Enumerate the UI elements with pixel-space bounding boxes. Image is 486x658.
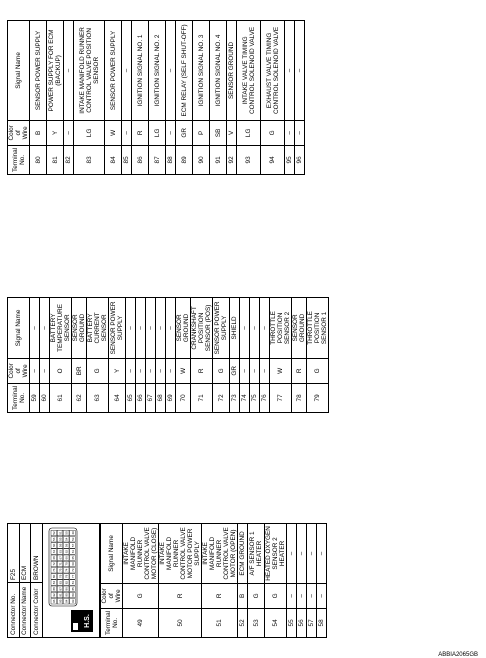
wire-color-cell: – (122, 120, 132, 145)
terminal-no-cell: 78 (292, 383, 307, 412)
connector-name-label: Connector Name (19, 583, 31, 638)
table-row (213, 298, 230, 413)
pin-number: 70 (64, 562, 69, 566)
table-row (230, 298, 240, 413)
terminal-no-cell: 77 (270, 383, 292, 412)
wire-color-cell: Y (109, 358, 126, 383)
table-row (72, 298, 87, 413)
pin-number: 73 (70, 568, 75, 572)
pin-number: 90 (64, 593, 69, 597)
pin-number: 53 (70, 537, 75, 541)
header-signal: Signal Name (8, 298, 30, 359)
table-row (176, 21, 193, 175)
table-row (166, 21, 176, 175)
pin-number: 82 (64, 580, 69, 585)
table-row (123, 524, 159, 638)
pin-number: 77 (70, 574, 75, 579)
pin-number: 79 (58, 574, 63, 579)
table-row (191, 298, 213, 413)
table-row (146, 298, 156, 413)
wire-color-cell: G (261, 120, 285, 145)
pin-number: 91 (58, 593, 63, 597)
wire-color-cell: G (87, 358, 109, 383)
table-row (149, 21, 166, 175)
terminal-no-cell: 96 (295, 145, 305, 174)
signal-name-cell: – (287, 524, 297, 584)
pin-number: 67 (58, 556, 63, 560)
signal-name-cell: INTAKE MANIFOLD RUNNER CONTROL VALVE MOTOR (OPEN) (202, 524, 238, 584)
signal-name-cell: A/F SENSOR 1 HEATER (248, 524, 265, 584)
connector-no-label: Connector No. (8, 583, 20, 638)
wire-color-cell: G (213, 358, 230, 383)
connector-no-value: F25 (8, 524, 20, 583)
terminal-no-cell: 90 (193, 145, 210, 174)
signal-name-cell: IGNITION SIGNAL NO. 3 (193, 21, 210, 121)
signal-name-cell: THROTTLE POSITION SENSOR 1 (307, 298, 329, 359)
pin-number: 68 (52, 556, 57, 560)
terminal-no-cell: 76 (260, 383, 270, 412)
terminal-no-cell: 64 (109, 383, 126, 412)
terminal-no-cell: 73 (230, 383, 240, 412)
harness-side-icon (70, 609, 94, 633)
table-row (240, 298, 250, 413)
signal-name-cell: – (260, 298, 270, 359)
wire-color-cell: GR (176, 120, 193, 145)
table-row (176, 298, 191, 413)
terminal-table-1 (100, 523, 327, 638)
wire-color-cell: BR (72, 358, 87, 383)
pin-number: 49 (70, 531, 75, 535)
terminal-no-cell: 88 (166, 145, 176, 174)
terminal-no-cell: 71 (191, 383, 213, 412)
pin-number: 72 (52, 562, 57, 566)
pin-number: 78 (64, 574, 69, 579)
wire-color-cell: LG (237, 120, 261, 145)
signal-name-cell: – (317, 524, 327, 584)
signal-name-cell: – (250, 298, 260, 359)
header-terminal: Terminal No. (101, 608, 123, 637)
terminal-no-cell: 81 (47, 145, 64, 174)
terminal-no-cell: 50 (159, 608, 202, 637)
terminal-no-cell: 62 (72, 383, 87, 412)
signal-name-cell: – (307, 524, 317, 584)
table-row (238, 524, 248, 638)
wire-color-cell: B (238, 583, 248, 608)
signal-name-cell: – (126, 298, 136, 359)
pin-number: 96 (52, 599, 57, 603)
signal-name-cell: INTAKE MANIFOLD RUNNER CONTROL VALVE MOTOR (CLOSE) (123, 524, 159, 584)
hs-badge-text: H.S. (84, 614, 91, 628)
table-row (87, 298, 109, 413)
pin-number: 86 (64, 587, 69, 591)
signal-name-cell: INTAKE MANIFOLD RUNNER CONTROL VALVE POSITION SENSOR (74, 21, 105, 121)
table-row (30, 298, 40, 413)
table-row (261, 21, 285, 175)
terminal-no-cell: 51 (202, 608, 238, 637)
terminal-no-cell: 94 (261, 145, 285, 174)
table-row (297, 524, 307, 638)
wire-color-cell: – (250, 358, 260, 383)
pin-number: 71 (58, 562, 63, 566)
table-row (307, 524, 317, 638)
terminal-no-cell: 95 (285, 145, 295, 174)
wire-color-cell: W (270, 358, 292, 383)
terminal-no-cell: 56 (297, 608, 307, 637)
pin-number: 95 (58, 599, 63, 603)
terminal-no-cell: 72 (213, 383, 230, 412)
terminal-no-cell: 85 (122, 145, 132, 174)
wire-color-cell: R (202, 583, 238, 608)
terminal-no-cell: 68 (156, 383, 166, 412)
wire-color-cell: G (248, 583, 265, 608)
terminal-no-cell: 69 (166, 383, 176, 412)
wire-color-cell: B (30, 120, 47, 145)
signal-name-cell: – (136, 298, 146, 359)
table-row (227, 21, 237, 175)
pin-number: 94 (64, 599, 69, 603)
signal-name-cell: CRANKSHAFT POSITION SENSOR (POS) (191, 298, 213, 359)
wire-color-cell: – (285, 120, 295, 145)
signal-name-cell: – (166, 21, 176, 121)
pin-number: 74 (64, 568, 69, 572)
signal-name-cell: – (295, 21, 305, 121)
wire-color-cell: – (297, 583, 307, 608)
table-row (159, 524, 202, 638)
wire-color-cell: W (105, 120, 122, 145)
terminal-no-cell: 63 (87, 383, 109, 412)
header-terminal: Terminal No. (8, 383, 30, 412)
wire-color-cell: – (126, 358, 136, 383)
terminal-no-cell: 80 (30, 145, 47, 174)
table-row (47, 21, 64, 175)
signal-name-cell: SENSOR POWER SUPPLY (105, 21, 122, 121)
signal-name-cell: IGNITION SIGNAL NO. 4 (210, 21, 227, 121)
table-row (109, 298, 126, 413)
terminal-no-cell: 61 (50, 383, 72, 412)
header-terminal: Terminal No. (8, 145, 30, 174)
table-row (64, 21, 74, 175)
table-row (74, 21, 105, 175)
signal-name-cell: IGNITION SIGNAL NO. 1 (132, 21, 149, 121)
table-row (317, 524, 327, 638)
pin-number: 85 (70, 587, 75, 591)
signal-name-cell: SENSOR GROUND (72, 298, 87, 359)
pin-number: 50 (64, 531, 69, 535)
signal-name-cell: HEATED OXYGEN SENSOR 2 HEATER (265, 524, 287, 584)
wire-color-cell: – (295, 120, 305, 145)
pin-number: 58 (64, 543, 69, 548)
terminal-table-3 (7, 20, 305, 175)
wire-color-cell: G (265, 583, 287, 608)
table-row (270, 298, 292, 413)
wire-color-cell: – (307, 583, 317, 608)
pin-number: 81 (70, 580, 75, 585)
wire-color-cell: GR (230, 358, 240, 383)
pin-number: 62 (64, 549, 69, 554)
header-signal: Signal Name (8, 21, 30, 121)
pin-number: 65 (70, 556, 75, 560)
table-row (248, 524, 265, 638)
wire-color-cell: LG (149, 120, 166, 145)
terminal-no-cell: 82 (64, 145, 74, 174)
wire-color-cell: – (156, 358, 166, 383)
signal-name-cell: – (30, 298, 40, 359)
terminal-no-cell: 67 (146, 383, 156, 412)
signal-name-cell: – (240, 298, 250, 359)
terminal-no-cell: 74 (240, 383, 250, 412)
signal-name-cell: – (64, 21, 74, 121)
table-row (285, 21, 295, 175)
table-row (132, 21, 149, 175)
connector-color-label: Connector Color (31, 583, 43, 638)
wire-color-cell: P (193, 120, 210, 145)
wire-color-cell: W (176, 358, 191, 383)
signal-name-cell: – (40, 298, 50, 359)
terminal-no-cell: 49 (123, 608, 159, 637)
wire-color-cell: – (30, 358, 40, 383)
connector-color-value: BROWN (31, 524, 43, 583)
pin-number: 54 (64, 537, 69, 541)
pin-number: 63 (58, 549, 63, 554)
signal-name-cell: – (146, 298, 156, 359)
wire-color-cell: R (292, 358, 307, 383)
pin-number: 80 (52, 574, 57, 579)
signal-name-cell: SENSOR GROUND (292, 298, 307, 359)
table-row (307, 298, 329, 413)
figure-code: ABBIA2065GB (438, 652, 478, 658)
connector-diagram (40, 523, 100, 638)
table-row (287, 524, 297, 638)
signal-name-cell: SENSOR GROUND (227, 21, 237, 121)
signal-name-cell: – (156, 298, 166, 359)
wire-color-cell: – (166, 120, 176, 145)
signal-name-cell: – (166, 298, 176, 359)
header-wire-color: Color of Wire (8, 120, 30, 145)
pin-number: 64 (52, 549, 57, 554)
wire-color-cell: – (240, 358, 250, 383)
pin-number: 75 (58, 568, 63, 572)
terminal-no-cell: 79 (307, 383, 329, 412)
terminal-no-cell: 93 (237, 145, 261, 174)
signal-name-cell: INTAKE VALVE TIMING CONTROL SOLENOID VALVE (237, 21, 261, 121)
table-row (122, 21, 132, 175)
table-row (105, 21, 122, 175)
header-signal: Signal Name (101, 524, 123, 584)
wire-color-cell: – (136, 358, 146, 383)
pin-number: 87 (58, 587, 63, 591)
pin-number: 61 (70, 549, 75, 554)
table-row (193, 21, 210, 175)
terminal-no-cell: 54 (265, 608, 287, 637)
pin-number: 52 (52, 531, 57, 535)
wire-color-cell: V (227, 120, 237, 145)
signal-name-cell: SENSOR GROUND (176, 298, 191, 359)
table-row (265, 524, 287, 638)
terminal-no-cell: 66 (136, 383, 146, 412)
wire-color-cell: Y (47, 120, 64, 145)
pin-number: 83 (58, 580, 63, 585)
terminal-no-cell: 87 (149, 145, 166, 174)
connector-info-table (7, 523, 43, 638)
pin-number: 59 (58, 543, 63, 548)
signal-name-cell: BATTERY CURRENT SENSOR (87, 298, 109, 359)
wire-color-cell: G (307, 358, 329, 383)
table-row (210, 21, 227, 175)
terminal-no-cell: 84 (105, 145, 122, 174)
signal-name-cell: EXHAUST VALVE TIMING CONTROL SOLENOID VALVE (261, 21, 285, 121)
header-wire-color: Color of Wire (8, 358, 30, 383)
table-row (156, 298, 166, 413)
terminal-no-cell: 53 (248, 608, 265, 637)
wire-color-cell: – (146, 358, 156, 383)
table-row (166, 298, 176, 413)
terminal-table-2 (7, 297, 329, 413)
table-row (136, 298, 146, 413)
table-row (126, 298, 136, 413)
table-row (295, 21, 305, 175)
terminal-no-cell: 57 (307, 608, 317, 637)
terminal-no-cell: 89 (176, 145, 193, 174)
pin-number: 84 (52, 580, 57, 585)
signal-name-cell: ECM RELAY (SELF SHUT-OFF) (176, 21, 193, 121)
header-wire-color: Color of Wire (101, 583, 123, 608)
table-row (40, 298, 50, 413)
connector-pin-layout (48, 527, 78, 607)
wire-color-cell: – (260, 358, 270, 383)
table-row (250, 298, 260, 413)
pin-number: 57 (70, 543, 75, 548)
signal-name-cell: IGNITION SIGNAL NO. 2 (149, 21, 166, 121)
pin-number: 60 (52, 543, 57, 548)
signal-name-cell: – (297, 524, 307, 584)
signal-name-cell: BATTERY TEMPERATURE SENSOR (50, 298, 72, 359)
signal-name-cell: SENSOR POWER SUPPLY (109, 298, 126, 359)
pin-number: 76 (52, 568, 57, 572)
signal-name-cell: THROTTLE POSITION SENSOR 2 (270, 298, 292, 359)
signal-name-cell: ECM GROUND (238, 524, 248, 584)
wire-color-cell: R (132, 120, 149, 145)
signal-name-cell: POWER SUPPLY FOR ECM (BACKUP) (47, 21, 64, 121)
wire-color-cell: – (40, 358, 50, 383)
pin-number: 56 (52, 537, 57, 541)
terminal-no-cell: 65 (126, 383, 136, 412)
pin-number: 89 (70, 593, 75, 597)
pin-number: 51 (58, 531, 63, 535)
terminal-no-cell: 91 (210, 145, 227, 174)
table-row (260, 298, 270, 413)
pin-number: 93 (70, 599, 75, 603)
terminal-no-cell: 92 (227, 145, 237, 174)
wire-color-cell: R (191, 358, 213, 383)
pin-number: 55 (58, 537, 63, 541)
wire-color-cell: SB (210, 120, 227, 145)
connector-name-value: ECM (19, 524, 31, 583)
pin-number: 66 (64, 556, 69, 560)
terminal-no-cell: 86 (132, 145, 149, 174)
terminal-no-cell: 70 (176, 383, 191, 412)
terminal-no-cell: 52 (238, 608, 248, 637)
table-row (50, 298, 72, 413)
table-row (292, 298, 307, 413)
table-row (202, 524, 238, 638)
wire-color-cell: – (64, 120, 74, 145)
signal-name-cell: INTAKE MANIFOLD RUNNER CONTROL VALVE MOTOR POWER SUPPLY (159, 524, 202, 584)
pin-number: 69 (70, 562, 75, 566)
signal-name-cell: SENSOR POWER SUPPLY (213, 298, 230, 359)
wire-color-cell: LG (74, 120, 105, 145)
pin-number: 88 (52, 587, 57, 591)
signal-name-cell: SENSOR POWER SUPPLY (30, 21, 47, 121)
wire-color-cell: – (317, 583, 327, 608)
terminal-no-cell: 59 (30, 383, 40, 412)
wire-color-cell: – (287, 583, 297, 608)
terminal-no-cell: 60 (40, 383, 50, 412)
wire-color-cell: R (159, 583, 202, 608)
wire-color-cell: – (166, 358, 176, 383)
wire-color-cell: G (123, 583, 159, 608)
terminal-no-cell: 75 (250, 383, 260, 412)
signal-name-cell: SHIELD (230, 298, 240, 359)
terminal-no-cell: 58 (317, 608, 327, 637)
signal-name-cell: – (122, 21, 132, 121)
table-row (237, 21, 261, 175)
signal-name-cell: – (285, 21, 295, 121)
terminal-no-cell: 83 (74, 145, 105, 174)
terminal-no-cell: 55 (287, 608, 297, 637)
table-row (30, 21, 47, 175)
pin-number: 92 (52, 593, 57, 597)
wire-color-cell: O (50, 358, 72, 383)
